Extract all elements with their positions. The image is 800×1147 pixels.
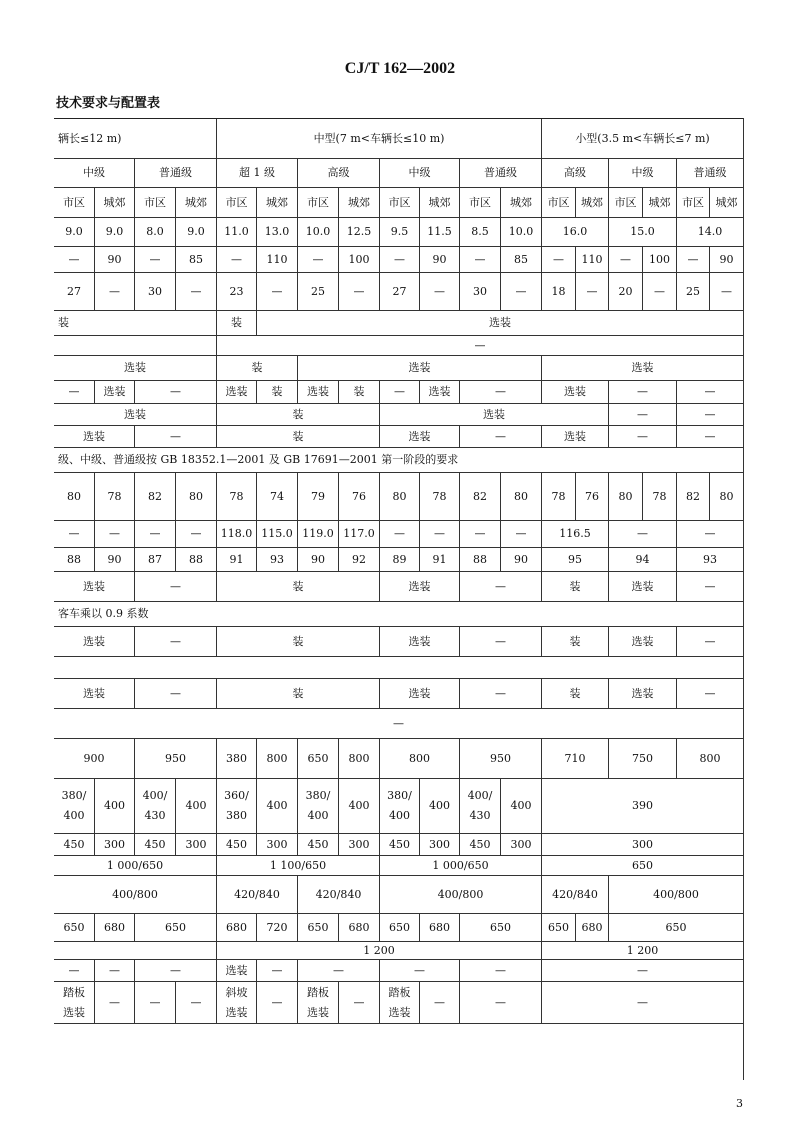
table-cell: — xyxy=(677,679,744,709)
table-cell: 选装 xyxy=(217,381,257,404)
table-cell: 360/ 380 xyxy=(217,779,257,834)
table-cell: 选装 xyxy=(380,572,460,602)
table-cell: 踏板 选装 xyxy=(298,982,339,1024)
table-cell: 650 xyxy=(609,914,744,942)
table-cell: 88 xyxy=(176,548,217,572)
table-cell: 89 xyxy=(380,548,420,572)
table-cell: 78 xyxy=(95,473,135,521)
table-cell: — xyxy=(135,426,217,448)
table-cell: 400 xyxy=(501,779,542,834)
table-cell: 116.5 xyxy=(542,521,609,548)
table-cell: 8.5 xyxy=(460,218,501,247)
table-cell: 450 xyxy=(380,834,420,856)
table-cell: 80 xyxy=(501,473,542,521)
table-cell: 10.0 xyxy=(298,218,339,247)
table-cell: 650 xyxy=(542,914,576,942)
table-cell: 选装 xyxy=(54,356,217,381)
table-cell: 中型(7 m<车辆长≤10 m) xyxy=(217,119,542,159)
table-cell: 中级 xyxy=(609,159,677,188)
table-cell: — xyxy=(643,273,677,311)
table-cell: — xyxy=(380,381,420,404)
table-cell: 10.0 xyxy=(501,218,542,247)
table-cell: 110 xyxy=(257,247,298,273)
table-cell: 选装 xyxy=(380,404,609,426)
table-cell: 选装 xyxy=(380,426,460,448)
document-header: CJ/T 162—2002 xyxy=(344,60,456,77)
table-cell: — xyxy=(135,982,176,1024)
table-cell: 650 xyxy=(54,914,95,942)
table-cell: 380/ 400 xyxy=(298,779,339,834)
table-cell: 14.0 xyxy=(677,218,744,247)
table-cell: 城郊 xyxy=(576,188,609,218)
table-cell: — xyxy=(135,960,217,982)
table-cell: — xyxy=(135,572,217,602)
table-cell: — xyxy=(176,982,217,1024)
table-cell: — xyxy=(54,247,95,273)
table-cell: 400 xyxy=(95,779,135,834)
table-cell: — xyxy=(420,273,460,311)
table-cell: 300 xyxy=(176,834,217,856)
table-cell: 选装 xyxy=(609,627,677,657)
table-cell: 400 xyxy=(339,779,380,834)
table-cell: 选装 xyxy=(380,627,460,657)
table-cell: — xyxy=(298,247,339,273)
table-cell: 选装 xyxy=(95,381,135,404)
table-cell: — xyxy=(677,426,744,448)
table-cell: 高级 xyxy=(542,159,609,188)
table-cell: — xyxy=(542,960,744,982)
table-cell: 400/ 430 xyxy=(460,779,501,834)
table-cell: 90 xyxy=(710,247,744,273)
table-cell: 680 xyxy=(217,914,257,942)
table-cell: 25 xyxy=(298,273,339,311)
table-cell: — xyxy=(542,982,744,1024)
table-cell: 踏板 选装 xyxy=(380,982,420,1024)
table-cell: 710 xyxy=(542,739,609,779)
table-cell: — xyxy=(501,521,542,548)
table-cell: 117.0 xyxy=(339,521,380,548)
table-cell: — xyxy=(460,982,542,1024)
table-cell: 装 xyxy=(542,679,609,709)
table-cell: 82 xyxy=(135,473,176,521)
table-cell: 市区 xyxy=(54,188,95,218)
table-cell xyxy=(54,942,217,960)
table-cell: 78 xyxy=(643,473,677,521)
table-cell: 1 000/650 xyxy=(380,856,542,876)
table-cell: 300 xyxy=(542,834,744,856)
table-cell: 1 200 xyxy=(217,942,542,960)
table-cell: 300 xyxy=(420,834,460,856)
table-cell: 680 xyxy=(95,914,135,942)
table-cell: 城郊 xyxy=(176,188,217,218)
table-cell: 119.0 xyxy=(298,521,339,548)
table-cell: 650 xyxy=(135,914,217,942)
table-cell: 27 xyxy=(380,273,420,311)
table-cell: — xyxy=(54,709,744,739)
table-cell: 辆长≤12 m) xyxy=(54,119,217,159)
table-cell: 800 xyxy=(677,739,744,779)
table-cell: 市区 xyxy=(677,188,710,218)
table-cell: 100 xyxy=(643,247,677,273)
table-cell: 78 xyxy=(420,473,460,521)
table-cell: 斜坡 选装 xyxy=(217,982,257,1024)
table-cell: 1 100/650 xyxy=(217,856,380,876)
table-cell: 选装 xyxy=(54,627,135,657)
table-cell: 选装 xyxy=(542,356,744,381)
table-cell: — xyxy=(609,426,677,448)
table-cell: 88 xyxy=(460,548,501,572)
table-cell: 400 xyxy=(257,779,298,834)
table-cell: — xyxy=(460,521,501,548)
table-cell: — xyxy=(460,381,542,404)
table-cell: 选装 xyxy=(420,381,460,404)
table-cell: — xyxy=(609,521,677,548)
table-cell: 650 xyxy=(542,856,744,876)
table-cell: 市区 xyxy=(460,188,501,218)
table-cell: 选装 xyxy=(257,311,744,336)
table-cell: 650 xyxy=(298,914,339,942)
table-cell: 选装 xyxy=(54,426,135,448)
table-cell: 420/840 xyxy=(542,876,609,914)
table-cell: 装 xyxy=(54,311,217,336)
table-cell: 400 xyxy=(420,779,460,834)
table-cell: — xyxy=(609,381,677,404)
table-cell: 小型(3.5 m<车辆长≤7 m) xyxy=(542,119,744,159)
table-cell: 选装 xyxy=(298,356,542,381)
table-cell: — xyxy=(420,521,460,548)
table-cell: 客车乘以 0.9 系数 xyxy=(54,602,744,627)
table-cell: 80 xyxy=(609,473,643,521)
table-cell: — xyxy=(176,273,217,311)
table-cell: 选装 xyxy=(298,381,339,404)
table-cell: — xyxy=(380,960,460,982)
table-cell: — xyxy=(135,247,176,273)
table-cell: 装 xyxy=(217,356,298,381)
table-cell: 76 xyxy=(339,473,380,521)
table-cell xyxy=(54,657,744,679)
table-cell: 普通级 xyxy=(677,159,744,188)
table-cell: — xyxy=(339,982,380,1024)
table-cell: 720 xyxy=(257,914,298,942)
page-number: 3 xyxy=(736,1097,743,1110)
table-cell: 选装 xyxy=(609,679,677,709)
table-cell: 82 xyxy=(677,473,710,521)
table-cell: 选装 xyxy=(542,426,609,448)
table-cell: 680 xyxy=(339,914,380,942)
table-cell: 城郊 xyxy=(257,188,298,218)
table-cell: 82 xyxy=(460,473,501,521)
table-cell: 装 xyxy=(217,404,380,426)
table-cell: 800 xyxy=(339,739,380,779)
table-cell: 85 xyxy=(501,247,542,273)
spec-table xyxy=(54,118,744,1024)
table-cell: 90 xyxy=(501,548,542,572)
table-cell: 380 xyxy=(217,739,257,779)
table-cell: 13.0 xyxy=(257,218,298,247)
table-cell: 装 xyxy=(217,311,257,336)
table-cell: 100 xyxy=(339,247,380,273)
table-cell: 950 xyxy=(135,739,217,779)
table-cell: — xyxy=(135,679,217,709)
table-cell: — xyxy=(217,336,744,356)
table-cell: 市区 xyxy=(298,188,339,218)
table-cell: 选装 xyxy=(54,679,135,709)
table-cell: 12.5 xyxy=(339,218,380,247)
table-cell: 30 xyxy=(135,273,176,311)
table-cell: 普通级 xyxy=(460,159,542,188)
table-cell: 城郊 xyxy=(420,188,460,218)
table-cell: 城郊 xyxy=(95,188,135,218)
table-cell: — xyxy=(460,679,542,709)
table-cell: 超 1 级 xyxy=(217,159,298,188)
table-cell: 400/ 430 xyxy=(135,779,176,834)
table-right-border xyxy=(743,118,744,1080)
table-cell: 高级 xyxy=(298,159,380,188)
table-cell: 950 xyxy=(460,739,542,779)
table-cell: 城郊 xyxy=(339,188,380,218)
table-cell: 市区 xyxy=(380,188,420,218)
table-cell: 88 xyxy=(54,548,95,572)
table-cell: 1 000/650 xyxy=(54,856,217,876)
table-cell: 踏板 选装 xyxy=(54,982,95,1024)
table-cell: 450 xyxy=(460,834,501,856)
table-cell: 选装 xyxy=(54,572,135,602)
table-cell: 87 xyxy=(135,548,176,572)
table-cell: — xyxy=(460,572,542,602)
table-cell: 90 xyxy=(95,548,135,572)
table-cell: — xyxy=(54,960,95,982)
table-cell: — xyxy=(380,247,420,273)
table-cell: 23 xyxy=(217,273,257,311)
table-cell: 91 xyxy=(420,548,460,572)
table-cell: 普通级 xyxy=(135,159,217,188)
table-cell: 300 xyxy=(95,834,135,856)
table-cell: 74 xyxy=(257,473,298,521)
table-cell: 选装 xyxy=(54,404,217,426)
table-cell: 城郊 xyxy=(710,188,744,218)
table-cell: 420/840 xyxy=(217,876,298,914)
table-cell: 市区 xyxy=(609,188,643,218)
table-cell: 750 xyxy=(609,739,677,779)
table-cell: — xyxy=(135,521,176,548)
table-cell: 78 xyxy=(217,473,257,521)
table-cell: 680 xyxy=(576,914,609,942)
table-cell: 400 xyxy=(176,779,217,834)
table-cell: — xyxy=(576,273,609,311)
table-title: 技术要求与配置表 xyxy=(56,96,161,111)
table-cell: — xyxy=(460,247,501,273)
table-cell: 118.0 xyxy=(217,521,257,548)
table-cell: — xyxy=(420,982,460,1024)
table-cell: 装 xyxy=(542,572,609,602)
table-cell: 80 xyxy=(54,473,95,521)
table-cell: 11.5 xyxy=(420,218,460,247)
table-cell: — xyxy=(542,247,576,273)
table-cell: 级、中级、普通级按 GB 18352.1—2001 及 GB 17691—2001 第一阶段的要求 xyxy=(54,448,744,473)
table-cell: 79 xyxy=(298,473,339,521)
table-cell: 380/ 400 xyxy=(380,779,420,834)
table-cell: 市区 xyxy=(542,188,576,218)
table-cell: — xyxy=(460,627,542,657)
table-cell: — xyxy=(257,273,298,311)
table-cell: 装 xyxy=(217,426,380,448)
table-cell: 选装 xyxy=(609,572,677,602)
table-cell: 中级 xyxy=(54,159,135,188)
table-cell: 11.0 xyxy=(217,218,257,247)
table-cell: 450 xyxy=(298,834,339,856)
table-cell: 450 xyxy=(217,834,257,856)
table-cell: 93 xyxy=(257,548,298,572)
table-cell: 15.0 xyxy=(609,218,677,247)
table-cell: 27 xyxy=(54,273,95,311)
table-cell: 选装 xyxy=(542,381,609,404)
table-cell: — xyxy=(176,521,217,548)
table-cell: 市区 xyxy=(217,188,257,218)
table-cell: — xyxy=(257,982,298,1024)
table-cell: — xyxy=(460,426,542,448)
table-cell: 城郊 xyxy=(643,188,677,218)
table-cell: 420/840 xyxy=(298,876,380,914)
table-cell: 94 xyxy=(609,548,677,572)
table-cell: 300 xyxy=(339,834,380,856)
table-cell: — xyxy=(677,247,710,273)
table-cell: 800 xyxy=(257,739,298,779)
table-cell: 400/800 xyxy=(54,876,217,914)
table-cell: 装 xyxy=(257,381,298,404)
table-cell: 680 xyxy=(420,914,460,942)
table-cell: — xyxy=(677,572,744,602)
table-cell: — xyxy=(54,381,95,404)
table-cell: — xyxy=(217,247,257,273)
table-cell: — xyxy=(677,627,744,657)
table-cell: — xyxy=(95,521,135,548)
table-cell: 650 xyxy=(380,914,420,942)
table-cell: 16.0 xyxy=(542,218,609,247)
table-cell: 115.0 xyxy=(257,521,298,548)
table-cell: 300 xyxy=(501,834,542,856)
table-cell: 650 xyxy=(460,914,542,942)
table-cell: 装 xyxy=(217,572,380,602)
table-cell: 90 xyxy=(420,247,460,273)
table-cell: 400/800 xyxy=(380,876,542,914)
table-cell: 20 xyxy=(609,273,643,311)
table-cell: 25 xyxy=(677,273,710,311)
table-cell: 800 xyxy=(380,739,460,779)
table-cell: 76 xyxy=(576,473,609,521)
table-cell: 380/ 400 xyxy=(54,779,95,834)
table-cell: 300 xyxy=(257,834,298,856)
table-cell: 装 xyxy=(339,381,380,404)
table-cell: — xyxy=(54,521,95,548)
table-cell: 91 xyxy=(217,548,257,572)
table-cell: — xyxy=(339,273,380,311)
table-cell: 9.0 xyxy=(54,218,95,247)
table-cell: 市区 xyxy=(135,188,176,218)
table-cell: 中级 xyxy=(380,159,460,188)
table-cell: 装 xyxy=(217,627,380,657)
table-cell: — xyxy=(501,273,542,311)
table-cell: 9.0 xyxy=(176,218,217,247)
table-cell: 390 xyxy=(542,779,744,834)
table-cell xyxy=(54,336,217,356)
table-cell: 选装 xyxy=(380,679,460,709)
table-cell: 450 xyxy=(135,834,176,856)
table-cell: 92 xyxy=(339,548,380,572)
table-cell: 400/800 xyxy=(609,876,744,914)
table-cell: — xyxy=(609,404,677,426)
table-cell: — xyxy=(257,960,298,982)
table-cell: 93 xyxy=(677,548,744,572)
table-cell: — xyxy=(460,960,542,982)
table-cell: 110 xyxy=(576,247,609,273)
table-cell: 80 xyxy=(176,473,217,521)
table-cell: 450 xyxy=(54,834,95,856)
table-cell: 85 xyxy=(176,247,217,273)
table-cell: — xyxy=(135,381,217,404)
table-cell: 80 xyxy=(380,473,420,521)
table-cell: 95 xyxy=(542,548,609,572)
table-cell: — xyxy=(677,521,744,548)
table-cell: 90 xyxy=(95,247,135,273)
table-cell: — xyxy=(95,960,135,982)
table-cell: 城郊 xyxy=(501,188,542,218)
table-cell: 80 xyxy=(710,473,744,521)
table-cell: 9.0 xyxy=(95,218,135,247)
table-cell: — xyxy=(95,273,135,311)
table-cell: 18 xyxy=(542,273,576,311)
table-cell: — xyxy=(135,627,217,657)
table-cell: 78 xyxy=(542,473,576,521)
table-cell: 9.5 xyxy=(380,218,420,247)
table-cell: — xyxy=(380,521,420,548)
table-cell: — xyxy=(677,404,744,426)
table-cell: 8.0 xyxy=(135,218,176,247)
table-cell: 30 xyxy=(460,273,501,311)
table-cell: — xyxy=(710,273,744,311)
table-cell: — xyxy=(609,247,643,273)
table-cell: 900 xyxy=(54,739,135,779)
table-cell: 装 xyxy=(542,627,609,657)
table-cell: 90 xyxy=(298,548,339,572)
table-cell: 装 xyxy=(217,679,380,709)
table-cell: 选装 xyxy=(217,960,257,982)
table-cell: — xyxy=(677,381,744,404)
table-cell: 650 xyxy=(298,739,339,779)
table-cell: — xyxy=(95,982,135,1024)
table-cell: 1 200 xyxy=(542,942,744,960)
table-cell: — xyxy=(298,960,380,982)
